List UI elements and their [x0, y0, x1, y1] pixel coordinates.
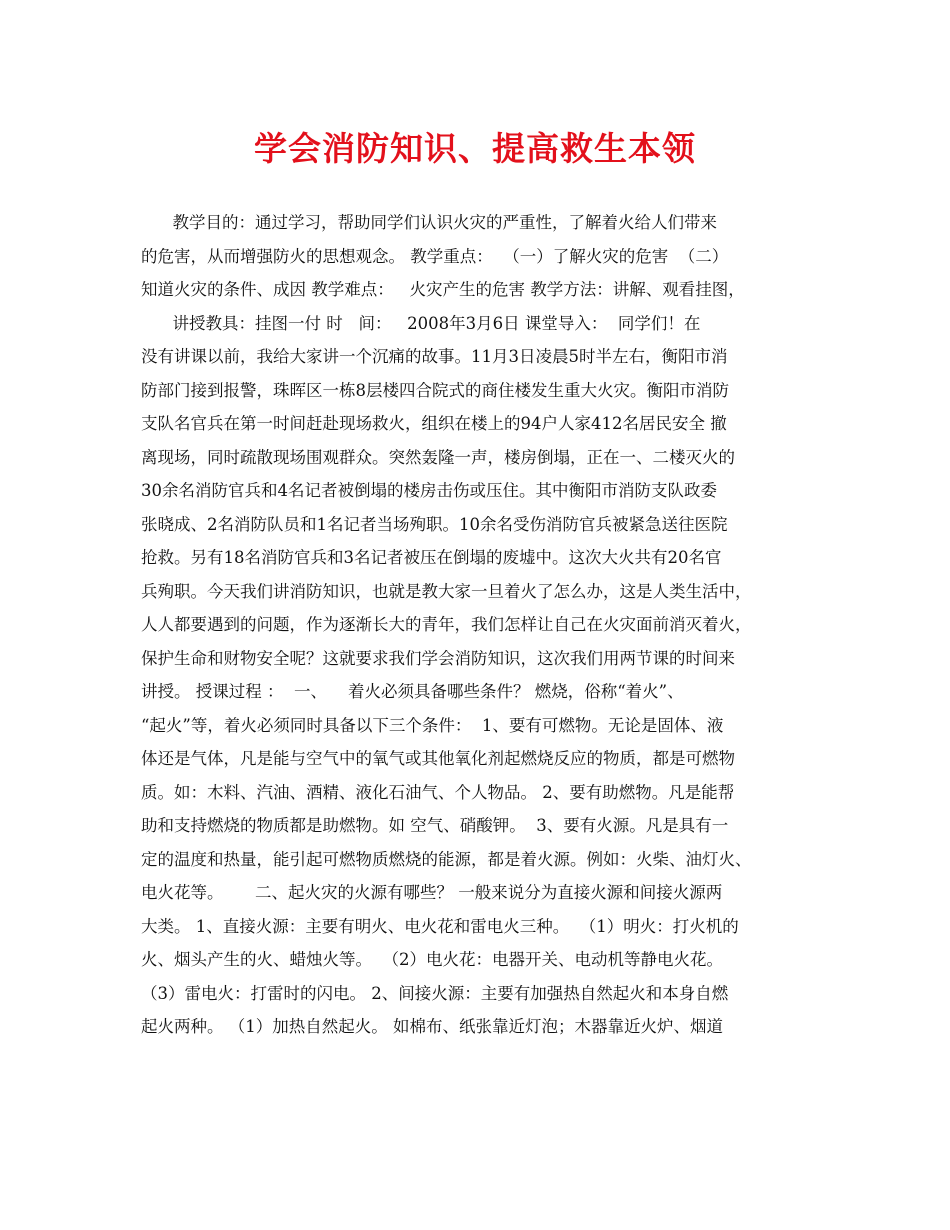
body-line: 讲授教具：挂图一付 时 间： 2008年3月6日 课堂导入： 同学们！在 [141, 313, 701, 333]
body-line: 抢救。另有18名消防官兵和3名记者被压在倒塌的废墟中。这次大火共有20名官 [141, 548, 722, 567]
body-line: 30余名消防官兵和4名记者被倒塌的楼房击伤或压住。其中衡阳市消防支队政委 [141, 481, 717, 500]
body-line: 离现场，同时疏散现场围观群众。突然轰隆一声，楼房倒塌，正在一、二楼灭火的 [141, 447, 735, 467]
body-line: 支队名官兵在第一时间赶赴现场救火，组织在楼上的94户人家412名居民安全 撤 [141, 414, 727, 433]
body-line: 大类。 1、直接火源：主要有明火、电火花和雷电火三种。 （1）明火：打火机的 [141, 916, 739, 936]
body-line: 人人都要遇到的问题，作为逐渐长大的青年，我们怎样让自己在火灾面前消灭着火， [141, 615, 752, 634]
body-line: 知道火灾的条件、成因 教学难点： 火灾产生的危害 教学方法：讲解、观看挂图， [141, 280, 745, 299]
body-line: 的危害，从而增强防火的思想观念。 教学重点： （一）了解火灾的危害 （二） [141, 246, 729, 266]
document-body [141, 206, 809, 1044]
body-line: （3）雷电火：打雷时的闪电。 2、间接火源：主要有加强热自然起火和本身自燃 [141, 983, 729, 1003]
body-line: 兵殉职。今天我们讲消防知识，也就是教大家一旦着火了怎么办，这是人类生活中， [141, 581, 752, 601]
body-line: 助和支持燃烧的物质都是助燃物。如 空气、硝酸钾。 3、要有火源。凡是具有一 [141, 816, 729, 835]
body-line: 防部门接到报警，珠晖区一栋8层楼四合院式的商住楼发生重大火灾。衡阳市消防 [141, 380, 729, 400]
document-title: 学会消防知识、提高救生本领 [254, 129, 696, 168]
body-line: “起火”等，着火必须同时具备以下三个条件： 1、要有可燃物。无论是固体、液 [141, 715, 724, 735]
body-line: 张晓成、2名消防队员和1名记者当场殉职。10余名受伤消防官兵被紧急送往医院 [141, 514, 728, 534]
body-line: 起火两种。 （1）加热自然起火。 如棉布、纸张靠近灯泡；木器靠近火炉、烟道 [141, 1017, 723, 1036]
body-line: 讲授。 授课过程 ： 一、 着火必须具备哪些条件？ 燃烧，俗称“着火”、 [141, 682, 684, 701]
body-line: 质。如：木料、汽油、酒精、液化石油气、个人物品。 2、要有助燃物。凡是能帮 [141, 782, 735, 802]
body-line: 教学目的：通过学习，帮助同学们认识火灾的严重性，了解着火给人们带来 [141, 213, 717, 232]
body-line: 没有讲课以前，我给大家讲一个沉痛的故事。11月3日凌晨5时半左右，衡阳市消 [141, 347, 728, 366]
body-line: 定的温度和热量，能引起可燃物质燃烧的能源，都是着火源。例如：火柴、油灯火、 [141, 849, 752, 869]
body-line: 电火花等。 二、起火灾的火源有哪些？ 一般来说分为直接火源和间接火源两 [141, 883, 723, 902]
body-line: 体还是气体，凡是能与空气中的氧气或其他氧化剂起燃烧反应的物质，都是可燃物 [141, 749, 735, 768]
body-line: 保护生命和财物安全呢？这就要求我们学会消防知识，这次我们用两节课的时间来 [141, 648, 735, 668]
body-line: 火、烟头产生的火、蜡烛火等。 （2）电火花：电器开关、电动机等静电火花。 [141, 950, 723, 969]
